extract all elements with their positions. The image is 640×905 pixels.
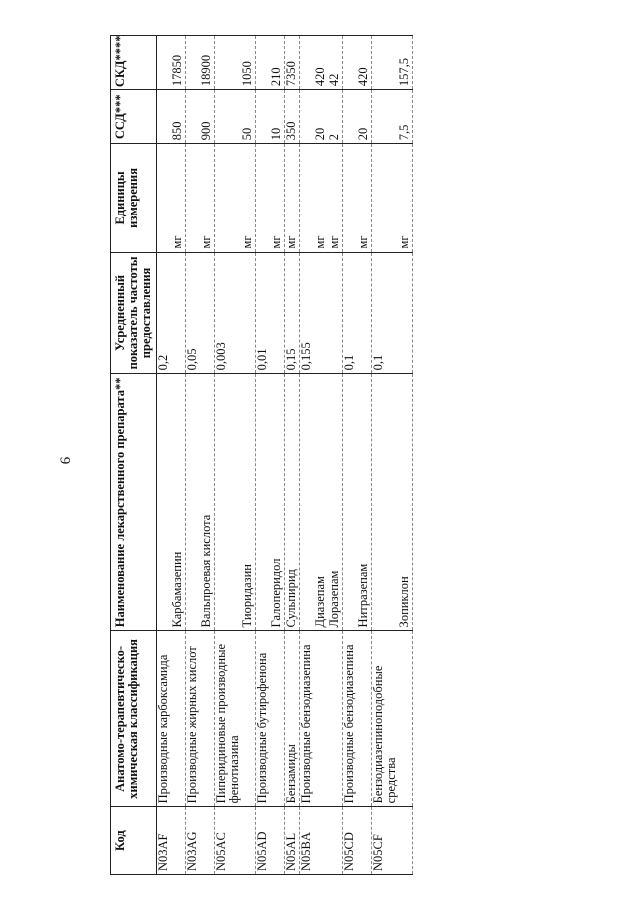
atc-class-cell: Пиперидиновые производные фенотиазина xyxy=(215,631,242,807)
ssd-cell: 7,5 xyxy=(398,90,413,144)
table-row xyxy=(171,36,186,875)
table-row xyxy=(215,36,242,875)
ssd-cell: 10 xyxy=(270,90,285,144)
drug-table xyxy=(110,35,413,875)
unit-cell: мг xyxy=(270,144,285,252)
drug-name-cell: Галоперидол xyxy=(270,374,285,631)
page-number: 9 xyxy=(56,456,73,465)
table-row xyxy=(300,36,315,875)
code-cell: N05AC xyxy=(215,807,242,875)
drug-name-cell: Сульпирид xyxy=(285,374,300,631)
drug-name-cell: Нитразепам xyxy=(357,374,372,631)
skd-cell: 17850 xyxy=(171,36,186,90)
ssd-cell: 20 xyxy=(357,90,372,144)
table-header-row xyxy=(111,36,157,875)
drug-name-cell: Лоразепам xyxy=(328,374,343,631)
drug-name-cell: Тиоридазин xyxy=(241,374,256,631)
avg-frequency-cell: 0,2 xyxy=(157,252,172,374)
atc-class-cell: Производные бензодиазепина xyxy=(300,631,315,807)
header-atc-class: Анатомо-терапевтическо-химическая классификация xyxy=(111,631,157,807)
drug-name-cell: Вальпроевая кислота xyxy=(200,374,215,631)
avg-frequency-cell: 0,003 xyxy=(215,252,242,374)
table-row xyxy=(186,36,201,875)
unit-cell xyxy=(157,144,172,252)
unit-cell: мг xyxy=(200,144,215,252)
unit-cell: мг xyxy=(328,144,343,252)
drug-name-cell: Диазепам xyxy=(314,374,328,631)
header-avg-frequency: Усредненный показатель частоты предоставления xyxy=(111,252,157,374)
rotated-table-wrapper xyxy=(110,35,580,875)
header-code: Код xyxy=(111,807,157,875)
ssd-cell: 50 xyxy=(241,90,256,144)
ssd-cell: 2 xyxy=(328,90,343,144)
atc-class-cell: Бензамиды xyxy=(285,631,300,807)
skd-cell: 42 xyxy=(328,36,343,90)
skd-cell: 420 xyxy=(314,36,328,90)
skd-cell: 1050 xyxy=(241,36,256,90)
unit-cell: мг xyxy=(357,144,372,252)
avg-frequency-cell: 0,1 xyxy=(343,252,358,374)
atc-class-cell: Производные жирных кислот xyxy=(186,631,201,807)
header-skd: СКД**** xyxy=(111,36,157,90)
avg-frequency-cell: 0,05 xyxy=(186,252,201,374)
table-row xyxy=(372,36,399,875)
drug-name-cell xyxy=(157,374,172,631)
unit-cell: мг xyxy=(285,144,300,252)
atc-class-cell: Производные бутирофенона xyxy=(256,631,271,807)
table-row xyxy=(241,36,256,875)
atc-class-cell: Производные карбоксамида xyxy=(157,631,172,807)
skd-cell: 157,5 xyxy=(398,36,413,90)
code-cell: N05AL xyxy=(285,807,300,875)
table-row xyxy=(357,36,372,875)
code-cell: N05CF xyxy=(372,807,399,875)
unit-cell: мг xyxy=(314,144,328,252)
table-row xyxy=(314,36,328,875)
avg-frequency-cell: 0,15 xyxy=(285,252,300,374)
table-row xyxy=(270,36,285,875)
unit-cell: мг xyxy=(241,144,256,252)
unit-cell: мг xyxy=(398,144,413,252)
ssd-cell xyxy=(157,90,172,144)
ssd-cell: 850 xyxy=(171,90,186,144)
header-ssd: ССД*** xyxy=(111,90,157,144)
unit-cell: мг xyxy=(171,144,186,252)
drug-name-cell: Карбамазепин xyxy=(171,374,186,631)
ssd-cell: 350 xyxy=(285,90,300,144)
code-cell: N03AG xyxy=(186,807,201,875)
table-row xyxy=(328,36,343,875)
code-cell: N03AF xyxy=(157,807,172,875)
table-row xyxy=(256,36,271,875)
skd-cell: 18900 xyxy=(200,36,215,90)
drug-name-cell: Зопиклон xyxy=(398,374,413,631)
skd-cell: 210 xyxy=(270,36,285,90)
header-units: Единицы измерения xyxy=(111,144,157,252)
ssd-cell: 20 xyxy=(314,90,328,144)
table-row xyxy=(343,36,358,875)
ssd-cell: 900 xyxy=(200,90,215,144)
avg-frequency-cell: 0,1 xyxy=(372,252,399,374)
table-row xyxy=(200,36,215,875)
avg-frequency-cell: 0,155 xyxy=(300,252,315,374)
skd-cell: 7350 xyxy=(285,36,300,90)
avg-frequency-cell: 0,01 xyxy=(256,252,271,374)
skd-cell: 420 xyxy=(357,36,372,90)
atc-class-cell: Бензодиазепиноподобные средства xyxy=(372,631,399,807)
table-row xyxy=(398,36,413,875)
table-row xyxy=(157,36,172,875)
skd-cell xyxy=(157,36,172,90)
atc-class-cell: Производные бензодиазепина xyxy=(343,631,358,807)
code-cell: N05CD xyxy=(343,807,358,875)
code-cell: N05BA xyxy=(300,807,315,875)
table-row xyxy=(285,36,300,875)
header-drug-name: Наименование лекарственного препарата** xyxy=(111,374,157,631)
code-cell: N05AD xyxy=(256,807,271,875)
